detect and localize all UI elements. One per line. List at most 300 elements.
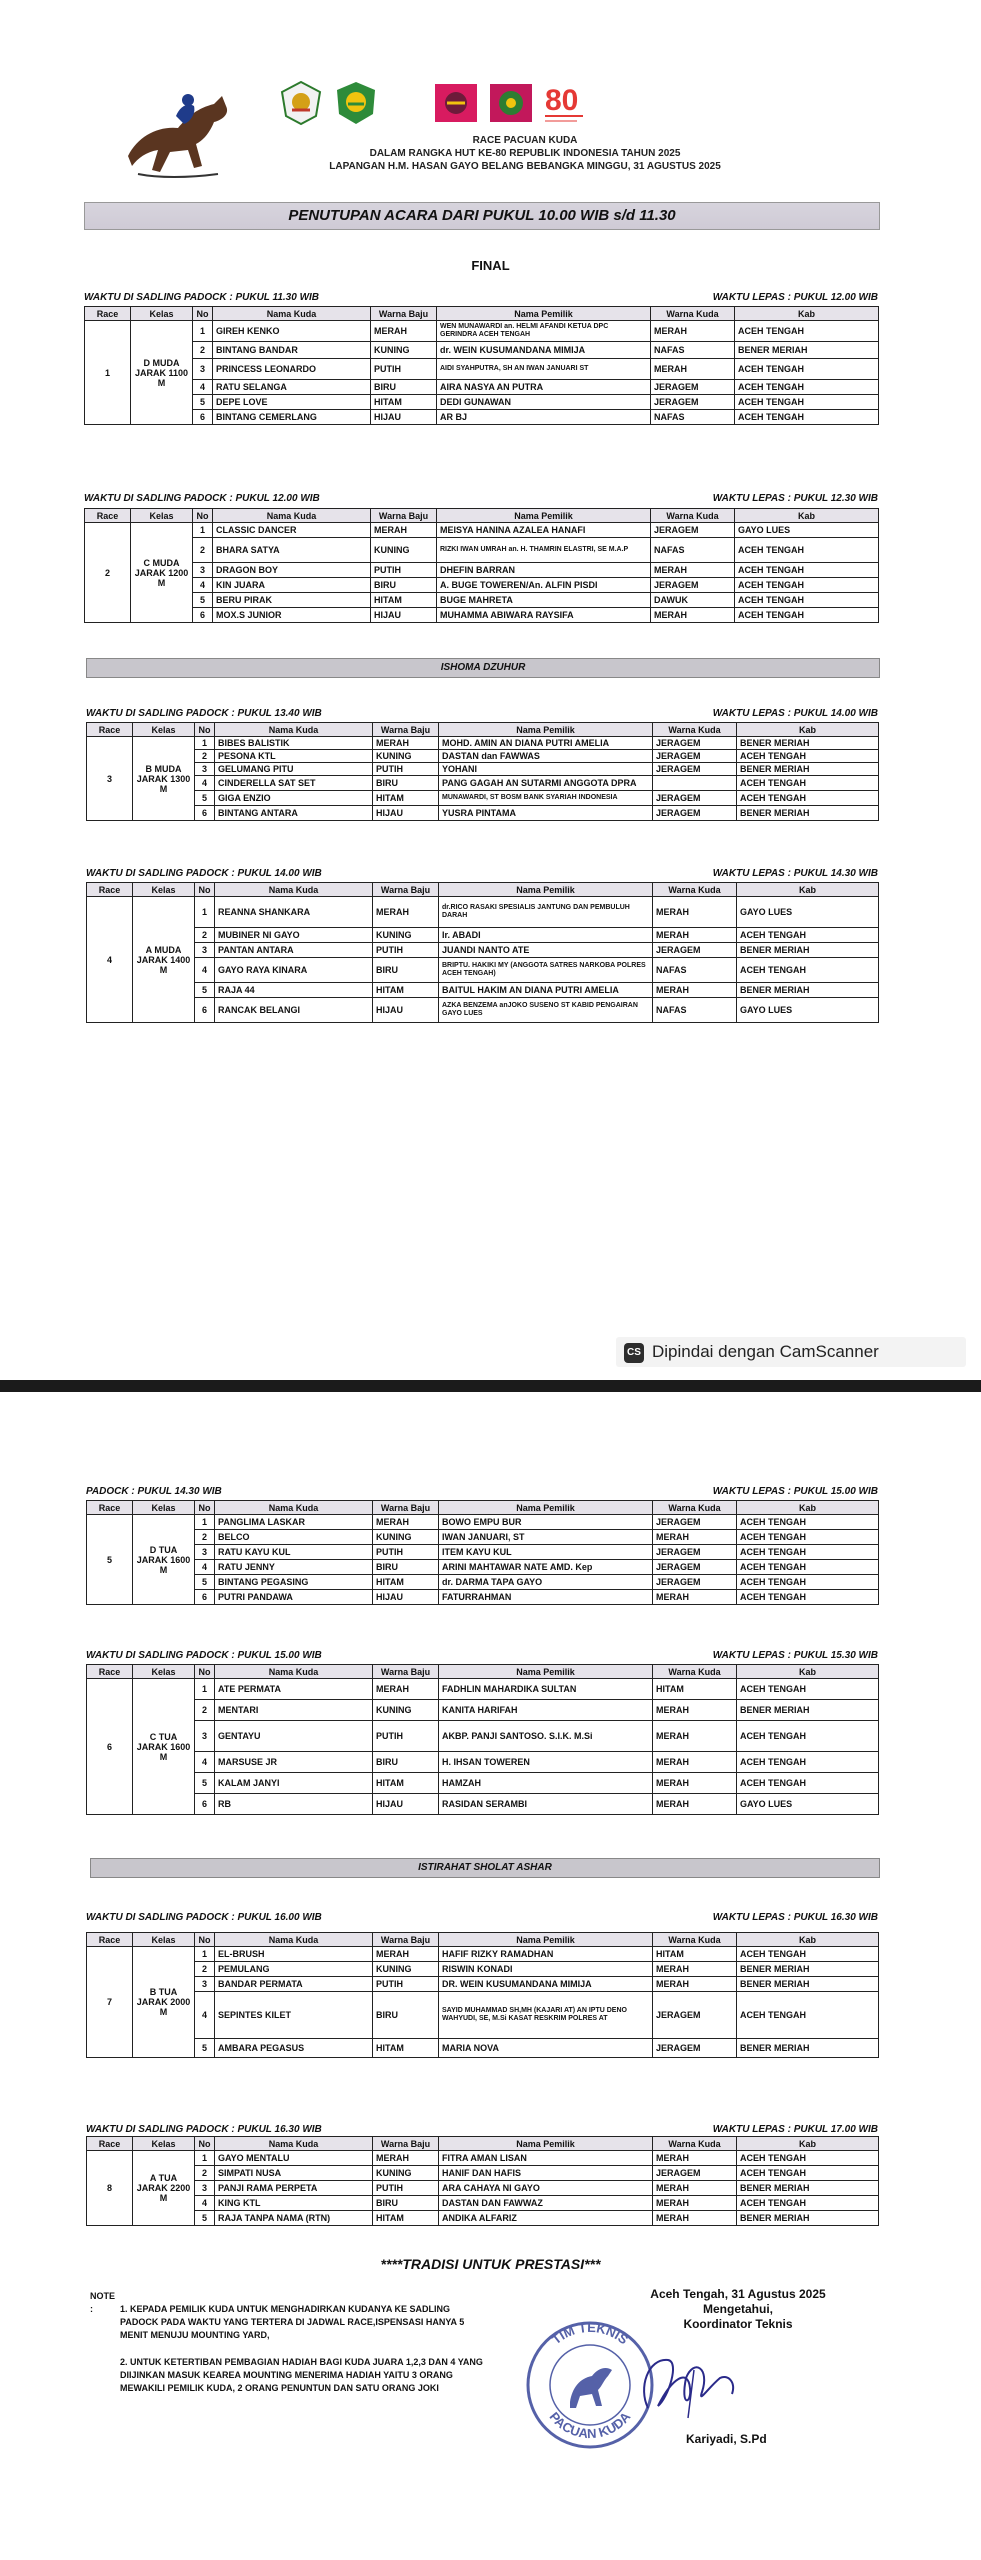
horse-name: RAJA 44 <box>215 983 373 998</box>
horse-color: JERAGEM <box>653 1560 737 1575</box>
jersey-color: HITAM <box>371 395 437 410</box>
jersey-color: KUNING <box>373 1700 439 1721</box>
owner-name: HAMZAH <box>439 1773 653 1794</box>
horse-color: MERAH <box>653 1700 737 1721</box>
start-time-label: WAKTU LEPAS : PUKUL 15.00 WIB <box>712 1486 878 1497</box>
jersey-color: HITAM <box>373 1575 439 1590</box>
note-label: NOTE : <box>90 2291 116 2314</box>
horse-name: BHARA SATYA <box>213 538 371 563</box>
owner-name: AIRA NASYA AN PUTRA <box>437 380 651 395</box>
horse-name: KING KTL <box>215 2196 373 2211</box>
horse-name: BINTANG BANDAR <box>213 342 371 359</box>
note-1 <box>90 2290 490 2342</box>
table-row <box>85 321 879 342</box>
column-header: Kelas <box>133 2137 195 2151</box>
column-header: Nama Kuda <box>213 509 371 523</box>
owner-name: dr.RICO RASAKI SPESIALIS JANTUNG DAN PEMBULUH DARAH <box>439 897 653 928</box>
regency-logo-3 <box>433 80 479 126</box>
owner-name: MEISYA HANINA AZALEA HANAFI <box>437 523 651 538</box>
jersey-color: PUTIH <box>371 359 437 380</box>
jersey-color: HITAM <box>373 2039 439 2058</box>
column-header: Kelas <box>131 307 193 321</box>
column-header: Kab <box>735 307 879 321</box>
jersey-color: MERAH <box>373 1947 439 1962</box>
column-header: Kelas <box>133 723 195 737</box>
horse-color: MERAH <box>651 608 735 623</box>
jersey-color: PUTIH <box>373 2181 439 2196</box>
regency: ACEH TENGAH <box>737 928 879 943</box>
regency: ACEH TENGAH <box>737 1530 879 1545</box>
horse-name: RB <box>215 1794 373 1815</box>
table-row <box>87 1794 879 1815</box>
horse-number: 2 <box>193 538 213 563</box>
horse-name: PUTRI PANDAWA <box>215 1590 373 1605</box>
horse-color: JERAGEM <box>653 763 737 776</box>
horse-name: RAJA TANPA NAMA (RTN) <box>215 2211 373 2226</box>
horse-name: BELCO <box>215 1530 373 1545</box>
table-row <box>85 395 879 410</box>
table-header-row <box>87 883 879 897</box>
jersey-color: MERAH <box>373 737 439 750</box>
note-2-text: 2. UNTUK KETERTIBAN PEMBAGIAN HADIAH BAGI KUDA JUARA 1,2,3 DAN 4 YANG DIIJINKAN MASUK KEAREA MOUNTING MENERIMA HADIAH YAITU 3 ORANG MEWAKILI PEMILIK KUDA, 2 ORANG PENUNTUN DAN SATU ORANG JOKI <box>120 2357 483 2393</box>
column-header: No <box>193 509 213 523</box>
horse-name: PESONA KTL <box>215 750 373 763</box>
horse-color: JERAGEM <box>653 750 737 763</box>
horse-number: 2 <box>193 342 213 359</box>
owner-name: DEDI GUNAWAN <box>437 395 651 410</box>
jersey-color: KUNING <box>373 1962 439 1977</box>
jersey-color: MERAH <box>373 1679 439 1700</box>
regency: ACEH TENGAH <box>737 2166 879 2181</box>
column-header: Kelas <box>131 509 193 523</box>
note-2 <box>120 2356 490 2395</box>
column-header: Nama Kuda <box>215 1933 373 1947</box>
start-time-label: WAKTU LEPAS : PUKUL 14.00 WIB <box>712 708 878 719</box>
horse-name: PRINCESS LEONARDO <box>213 359 371 380</box>
column-header: No <box>195 883 215 897</box>
regency: ACEH TENGAH <box>737 1575 879 1590</box>
table-row <box>87 1752 879 1773</box>
start-time-label: WAKTU LEPAS : PUKUL 14.30 WIB <box>712 868 878 879</box>
race-class: A MUDA JARAK 1400 M <box>133 897 195 1023</box>
horse-name: RATU JENNY <box>215 1560 373 1575</box>
race-number: 3 <box>87 737 133 821</box>
horse-name: CINDERELLA SAT SET <box>215 776 373 791</box>
table-row <box>87 1530 879 1545</box>
horse-name: GIGA ENZIO <box>215 791 373 806</box>
horse-color: MERAH <box>653 1773 737 1794</box>
acknowledged-label: Mengetahui, <box>702 2302 773 2316</box>
horse-number: 3 <box>195 943 215 958</box>
horse-number: 6 <box>195 1794 215 1815</box>
horse-color: MERAH <box>653 1962 737 1977</box>
table-row <box>87 1560 879 1575</box>
horse-color: JERAGEM <box>651 578 735 593</box>
race-horse-logo <box>118 86 236 182</box>
owner-name: IWAN JANUARI, ST <box>439 1530 653 1545</box>
sadling-time-label: PADOCK : PUKUL 14.30 WIB <box>86 1486 222 1497</box>
regency: BENER MERIAH <box>737 943 879 958</box>
table-row <box>87 1977 879 1992</box>
owner-name: ITEM KAYU KUL <box>439 1545 653 1560</box>
table-row <box>87 2196 879 2211</box>
column-header: Kab <box>737 1933 879 1947</box>
start-time-label: WAKTU LEPAS : PUKUL 15.30 WIB <box>712 1650 878 1661</box>
race-class: B MUDA JARAK 1300 M <box>133 737 195 821</box>
horse-color: MERAH <box>653 1530 737 1545</box>
table-row <box>87 1992 879 2039</box>
owner-name: ARA CAHAYA NI GAYO <box>439 2181 653 2196</box>
owner-name: DR. WEIN KUSUMANDANA MIMIJA <box>439 1977 653 1992</box>
table-row <box>85 523 879 538</box>
table-row <box>87 750 879 763</box>
jersey-color: BIRU <box>373 958 439 983</box>
regency: ACEH TENGAH <box>737 958 879 983</box>
regency: ACEH TENGAH <box>737 1560 879 1575</box>
column-header: Kelas <box>133 1501 195 1515</box>
regency: ACEH TENGAH <box>737 1679 879 1700</box>
horse-name: BINTANG CEMERLANG <box>213 410 371 425</box>
jersey-color: PUTIH <box>373 1721 439 1752</box>
race-table-3 <box>86 722 879 821</box>
regency: ACEH TENGAH <box>737 791 879 806</box>
owner-name: ARINI MAHTAWAR NATE AMD. Kep <box>439 1560 653 1575</box>
table-row <box>85 410 879 425</box>
regency: ACEH TENGAH <box>737 1515 879 1530</box>
horse-color: NAFAS <box>651 538 735 563</box>
owner-name: dr. WEIN KUSUMANDANA MIMIJA <box>437 342 651 359</box>
regency: ACEH TENGAH <box>737 1721 879 1752</box>
horse-number: 3 <box>195 763 215 776</box>
column-header: No <box>195 1933 215 1947</box>
table-row <box>87 1515 879 1530</box>
horse-name: BANDAR PERMATA <box>215 1977 373 1992</box>
stamp-top-text: TIM TEKNIS <box>548 2319 632 2348</box>
camscanner-watermark <box>616 1337 966 1367</box>
closing-banner: PENUTUPAN ACARA DARI PUKUL 10.00 WIB s/d 11.30 <box>84 202 880 230</box>
horse-color: MERAH <box>651 563 735 578</box>
jersey-color: KUNING <box>373 750 439 763</box>
column-header: No <box>193 307 213 321</box>
column-header: Nama Kuda <box>215 2137 373 2151</box>
horse-number: 4 <box>195 1752 215 1773</box>
horse-color: MERAH <box>651 359 735 380</box>
horse-number: 6 <box>195 806 215 821</box>
horse-name: PEMULANG <box>215 1962 373 1977</box>
jersey-color: BIRU <box>373 1752 439 1773</box>
table-header-row <box>87 1501 879 1515</box>
race-class: D TUA JARAK 1600 M <box>133 1515 195 1605</box>
horse-color: MERAH <box>653 928 737 943</box>
horse-number: 3 <box>193 563 213 578</box>
horse-number: 4 <box>193 578 213 593</box>
horse-name: SEPINTES KILET <box>215 1992 373 2039</box>
column-header: Warna Kuda <box>653 883 737 897</box>
column-header: No <box>195 1665 215 1679</box>
jersey-color: HIJAU <box>373 1590 439 1605</box>
horse-name: PANTAN ANTARA <box>215 943 373 958</box>
regency: GAYO LUES <box>737 897 879 928</box>
tagline: ****TRADISI UNTUK PRESTASI*** <box>380 2256 601 2272</box>
column-header: Warna Baju <box>373 1665 439 1679</box>
table-row <box>85 380 879 395</box>
table-header-row <box>87 1665 879 1679</box>
race-table-2 <box>84 508 879 623</box>
table-row <box>87 1721 879 1752</box>
column-header: Nama Pemilik <box>439 883 653 897</box>
signer-name: Kariyadi, S.Pd <box>686 2432 767 2446</box>
horse-name: KIN JUARA <box>213 578 371 593</box>
regency: BENER MERIAH <box>737 2211 879 2226</box>
horse-name: KALAM JANYI <box>215 1773 373 1794</box>
horse-color: DAWUK <box>651 593 735 608</box>
jersey-color: BIRU <box>373 1992 439 2039</box>
jersey-color: PUTIH <box>371 563 437 578</box>
table-row <box>87 1545 879 1560</box>
column-header: Nama Pemilik <box>439 1933 653 1947</box>
owner-name: BUGE MAHRETA <box>437 593 651 608</box>
race-table-8 <box>86 2136 879 2226</box>
regency: ACEH TENGAH <box>737 1752 879 1773</box>
owner-name: DASTAN dan FAWWAS <box>439 750 653 763</box>
jersey-color: MERAH <box>371 321 437 342</box>
regency: ACEH TENGAH <box>737 1947 879 1962</box>
regency: ACEH TENGAH <box>735 578 879 593</box>
owner-name: Ir. ABADI <box>439 928 653 943</box>
table-row <box>87 2166 879 2181</box>
horse-name: BERU PIRAK <box>213 593 371 608</box>
owner-name: JUANDI NANTO ATE <box>439 943 653 958</box>
table-row <box>85 563 879 578</box>
horse-number: 5 <box>193 593 213 608</box>
final-title: FINAL <box>471 258 510 273</box>
race-table-5 <box>86 1500 879 1605</box>
start-time-label: WAKTU LEPAS : PUKUL 12.00 WIB <box>712 292 878 303</box>
horse-name: GENTAYU <box>215 1721 373 1752</box>
column-header: Warna Kuda <box>651 307 735 321</box>
table-header-row <box>85 307 879 321</box>
jersey-color: HIJAU <box>373 806 439 821</box>
jersey-color: HITAM <box>373 983 439 998</box>
jersey-color: MERAH <box>373 897 439 928</box>
horse-number: 2 <box>195 2166 215 2181</box>
owner-name: FITRA AMAN LISAN <box>439 2151 653 2166</box>
regency: GAYO LUES <box>735 523 879 538</box>
regency: BENER MERIAH <box>737 1700 879 1721</box>
signature-scribble <box>628 2348 748 2428</box>
column-header: Warna Baju <box>373 2137 439 2151</box>
jersey-color: HITAM <box>373 791 439 806</box>
table-row <box>87 2181 879 2196</box>
regency-logo-4 <box>488 80 534 126</box>
regency: BENER MERIAH <box>737 763 879 776</box>
table-row <box>87 1962 879 1977</box>
table-row <box>85 593 879 608</box>
jersey-color: MERAH <box>373 1515 439 1530</box>
place-date: Aceh Tengah, 31 Agustus 2025 <box>650 2287 826 2301</box>
horse-number: 5 <box>195 2211 215 2226</box>
table-header-row <box>87 1933 879 1947</box>
table-row <box>87 2151 879 2166</box>
horse-color: MERAH <box>653 1721 737 1752</box>
horse-color: JERAGEM <box>653 1545 737 1560</box>
race-table-6 <box>86 1664 879 1815</box>
horse-name: REANNA SHANKARA <box>215 897 373 928</box>
jersey-color: MERAH <box>373 2151 439 2166</box>
horse-number: 5 <box>195 2039 215 2058</box>
race-table-4 <box>86 882 879 1023</box>
owner-name: DHEFIN BARRAN <box>437 563 651 578</box>
horse-color: NAFAS <box>651 342 735 359</box>
jersey-color: KUNING <box>373 928 439 943</box>
table-row <box>87 806 879 821</box>
horse-number: 5 <box>195 1575 215 1590</box>
owner-name: BAITUL HAKIM AN DIANA PUTRI AMELIA <box>439 983 653 998</box>
horse-number: 6 <box>195 998 215 1023</box>
jersey-color: BIRU <box>371 380 437 395</box>
table-row <box>87 958 879 983</box>
race-number: 5 <box>87 1515 133 1605</box>
regency: BENER MERIAH <box>737 1962 879 1977</box>
sadling-time-label: WAKTU DI SADLING PADOCK : PUKUL 16.00 WIB <box>86 1912 322 1923</box>
horse-color: JERAGEM <box>653 2039 737 2058</box>
jersey-color: PUTIH <box>373 763 439 776</box>
regency: ACEH TENGAH <box>735 359 879 380</box>
horse-color: MERAH <box>653 2151 737 2166</box>
column-header: Nama Pemilik <box>439 2137 653 2151</box>
horse-color: JERAGEM <box>653 1515 737 1530</box>
column-header: Kab <box>735 509 879 523</box>
regency: BENER MERIAH <box>737 1977 879 1992</box>
regency: ACEH TENGAH <box>735 395 879 410</box>
owner-name: A. BUGE TOWEREN/An. ALFIN PISDI <box>437 578 651 593</box>
table-row <box>85 578 879 593</box>
horse-name: BIBES BALISTIK <box>215 737 373 750</box>
horse-color: MERAH <box>653 2181 737 2196</box>
race-class: B TUA JARAK 2000 M <box>133 1947 195 2058</box>
column-header: Warna Baju <box>371 307 437 321</box>
ashar-break-bar: ISTIRAHAT SHOLAT ASHAR <box>90 1858 880 1878</box>
jersey-color: BIRU <box>373 776 439 791</box>
column-header: Nama Pemilik <box>437 307 651 321</box>
horse-name: MENTARI <box>215 1700 373 1721</box>
regency: ACEH TENGAH <box>735 410 879 425</box>
sadling-time-label: WAKTU DI SADLING PADOCK : PUKUL 16.30 WIB <box>86 2124 322 2135</box>
jersey-color: PUTIH <box>373 943 439 958</box>
owner-name: AIDI SYAHPUTRA, SH AN IWAN JANUARI ST <box>437 359 651 380</box>
horse-number: 6 <box>195 1590 215 1605</box>
column-header: Kab <box>737 1501 879 1515</box>
jersey-color: HITAM <box>371 593 437 608</box>
camscanner-icon: CS <box>624 1343 644 1363</box>
owner-name: MUNAWARDI, ST BOSM BANK SYARIAH INDONESIA <box>439 791 653 806</box>
horse-number: 4 <box>195 1560 215 1575</box>
horse-color: JERAGEM <box>653 2166 737 2181</box>
horse-number: 4 <box>195 776 215 791</box>
stamp-bottom-text: PACUAN KUDA <box>546 2409 634 2442</box>
column-header: Race <box>87 1933 133 1947</box>
jersey-color: KUNING <box>373 1530 439 1545</box>
column-header: Race <box>87 1665 133 1679</box>
horse-number: 2 <box>195 1530 215 1545</box>
horse-name: MUBINER NI GAYO <box>215 928 373 943</box>
horse-name: CLASSIC DANCER <box>213 523 371 538</box>
column-header: No <box>195 1501 215 1515</box>
horse-name: DRAGON BOY <box>213 563 371 578</box>
column-header: Race <box>87 2137 133 2151</box>
jersey-color: PUTIH <box>373 1545 439 1560</box>
owner-name: MUHAMMA ABIWARA RAYSIFA <box>437 608 651 623</box>
regency: ACEH TENGAH <box>735 321 879 342</box>
race-number: 4 <box>87 897 133 1023</box>
owner-name: RISWIN KONADI <box>439 1962 653 1977</box>
jersey-color: KUNING <box>371 342 437 359</box>
horse-number: 3 <box>195 1545 215 1560</box>
column-header: Warna Baju <box>371 509 437 523</box>
header-line-2: DALAM RANGKA HUT KE-80 REPUBLIK INDONESIA TAHUN 2025 <box>369 148 681 159</box>
horse-color: MERAH <box>653 1794 737 1815</box>
horse-color: MERAH <box>653 2196 737 2211</box>
regency: ACEH TENGAH <box>737 1992 879 2039</box>
horse-number: 1 <box>195 1679 215 1700</box>
regency: BENER MERIAH <box>737 737 879 750</box>
table-row <box>87 1947 879 1962</box>
regency: ACEH TENGAH <box>737 2196 879 2211</box>
column-header: Nama Pemilik <box>437 509 651 523</box>
race-class: D MUDA JARAK 1100 M <box>131 321 193 425</box>
regency: GAYO LUES <box>737 1794 879 1815</box>
horse-number: 5 <box>195 983 215 998</box>
owner-name: WEN MUNAWARDI an. HELMI AFANDI KETUA DPC GERINDRA ACEH TENGAH <box>437 321 651 342</box>
horse-name: BINTANG ANTARA <box>215 806 373 821</box>
column-header: No <box>195 723 215 737</box>
horse-number: 1 <box>195 1515 215 1530</box>
regency: ACEH TENGAH <box>735 380 879 395</box>
column-header: Kelas <box>133 1665 195 1679</box>
table-row <box>87 943 879 958</box>
horse-number: 2 <box>195 750 215 763</box>
table-row <box>87 998 879 1023</box>
horse-number: 4 <box>195 958 215 983</box>
horse-number: 4 <box>193 380 213 395</box>
regency: BENER MERIAH <box>735 342 879 359</box>
horse-color: MERAH <box>653 897 737 928</box>
column-header: Warna Kuda <box>653 1933 737 1947</box>
jersey-color: HIJAU <box>373 1794 439 1815</box>
race-class: A TUA JARAK 2200 M <box>133 2151 195 2226</box>
race-number: 7 <box>87 1947 133 2058</box>
owner-name: FADHLIN MAHARDIKA SULTAN <box>439 1679 653 1700</box>
regency: ACEH TENGAH <box>735 538 879 563</box>
horse-color: JERAGEM <box>651 380 735 395</box>
column-header: Race <box>85 307 131 321</box>
horse-number: 5 <box>193 395 213 410</box>
column-header: Nama Pemilik <box>439 723 653 737</box>
horse-name: PANJI RAMA PERPETA <box>215 2181 373 2196</box>
table-row <box>87 1590 879 1605</box>
regency: BENER MERIAH <box>737 2181 879 2196</box>
horse-color: NAFAS <box>651 410 735 425</box>
owner-name: ANDIKA ALFARIZ <box>439 2211 653 2226</box>
owner-name: DASTAN DAN FAWWAZ <box>439 2196 653 2211</box>
table-row <box>87 1575 879 1590</box>
jersey-color: BIRU <box>373 2196 439 2211</box>
table-row <box>87 1700 879 1721</box>
horse-color: HITAM <box>653 1679 737 1700</box>
owner-name: HANIF DAN HAFIS <box>439 2166 653 2181</box>
start-time-label: WAKTU LEPAS : PUKUL 16.30 WIB <box>712 1912 878 1923</box>
table-header-row <box>85 509 879 523</box>
